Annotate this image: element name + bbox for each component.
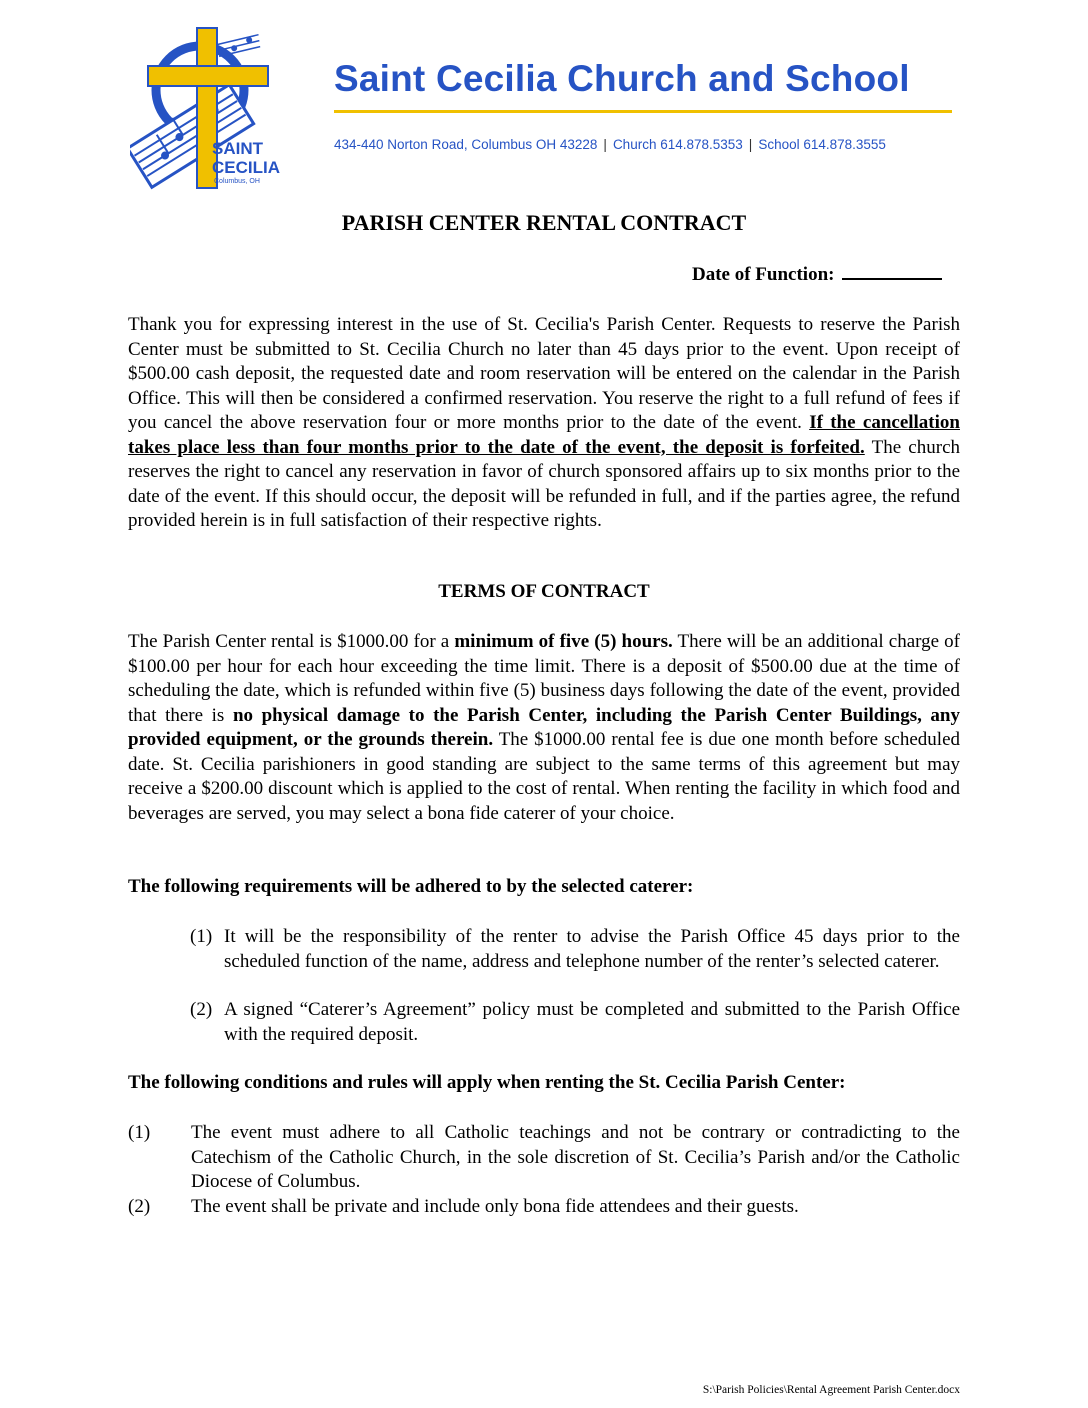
damage-condition: no physical damage to the Parish Center, including the Parish Center Buildings, any provided equipment, or the grounds therein.: [128, 704, 961, 750]
rule-number: (1): [128, 1122, 151, 1143]
terms-text-3: The $1000.00 rental fee is due one month before scheduled date. St. Cecilia parishioners in good standing are subject to the same terms of this agreement but may receive a $200.00 discount which is applied to the cost of rental. When renting the facility in which food and beverages are served, you may select a bona fide caterer of your choice.: [128, 729, 961, 824]
address-text: 434-440 Norton Road, Columbus OH 43228: [334, 137, 598, 152]
conditions-heading: The following conditions and rules will apply when renting the St. Cecilia Parish Center:: [128, 1072, 846, 1093]
cancellation-warning: If the cancellation takes place less than four months prior to the date of the event, the deposit is forfeited.: [128, 412, 960, 458]
church-phone: Church 614.878.5353: [612, 137, 743, 152]
date-of-function: [692, 262, 942, 286]
footer-file-path: S:\Parish Policies\Rental Agreement Parish Center.docx: [702, 1384, 960, 1396]
rule-item: [128, 1195, 960, 1220]
caterer-requirement-item: [190, 925, 960, 974]
rule-item: [128, 1121, 960, 1195]
rule-text: The event shall be private and include only bona fide attendees and their guests.: [191, 1196, 799, 1217]
document-title: PARISH CENTER RENTAL CONTRACT: [341, 210, 747, 235]
school-phone: School 614.878.3555: [758, 137, 886, 152]
date-blank-field[interactable]: [842, 262, 942, 280]
item-text: It will be the responsibility of the renter to advise the Parish Office 45 days prior to the scheduled function of the name, address and telephone number of the renter’s selected caterer.: [224, 926, 960, 972]
intro-text-1: Thank you for expressing interest in the use of St. Cecilia's Parish Center. Requests to reserve the Parish Center must be submitted to St. Cecilia Church no later than 45 days prior to the event. Upon receipt of $500.00 cash deposit, the requested date and room reservation will be entered on the calendar in the Parish Office. This will then be considered a confirmed reservation. You reserve the right to a full refund of fees if you cancel the above reservation four or more months prior to the date of the event.: [128, 314, 960, 433]
logo-text-saint: SAINT: [212, 139, 263, 158]
logo-text-cecilia: CECILIA: [212, 158, 280, 177]
saint-cecilia-logo: [130, 26, 290, 202]
separator: |: [603, 137, 607, 152]
logo-graphic: [130, 26, 290, 202]
intro-paragraph: [128, 313, 960, 534]
header-divider: [334, 110, 952, 113]
item-number: (2): [190, 999, 213, 1020]
date-label: Date of Function:: [692, 264, 835, 285]
terms-heading: TERMS OF CONTRACT: [438, 581, 650, 602]
contact-line: [334, 137, 886, 152]
caterer-requirement-item: [190, 998, 960, 1047]
intro-text-2: The church reserves the right to cancel any reservation in favor of church sponsored affairs up to six months prior to the date of the event. If this should occur, the deposit will be refunded in full, and if the parties agree, the refund provided herein is in full satisfaction of their respective rights.: [128, 436, 960, 531]
rule-number: (2): [128, 1196, 151, 1217]
caterer-requirements-heading: The following requirements will be adhered to by the selected caterer:: [128, 876, 694, 897]
terms-text-1: The Parish Center rental is $1000.00 for a: [128, 631, 455, 652]
logo-text-city: Columbus, OH: [214, 178, 260, 185]
item-number: (1): [190, 926, 213, 947]
organization-title: Saint Cecilia Church and School: [334, 58, 910, 99]
item-text: A signed “Caterer’s Agreement” policy must be completed and submitted to the Parish Office with the required deposit.: [224, 999, 960, 1045]
terms-text-2: There will be an additional charge of $100.00 per hour for each hour exceeding the time limit. There is a deposit of $500.00 due at the time of scheduling the date, which is refunded within five (5) business days following the date of the event, provided that there is: [128, 631, 960, 726]
minimum-hours: minimum of five (5) hours.: [454, 631, 673, 652]
rule-text: The event must adhere to all Catholic teachings and not be contrary or contradicting to the Catechism of the Catholic Church, in the sole discretion of St. Cecilia’s Parish and/or the Catholic Diocese of Columbus.: [191, 1122, 960, 1192]
terms-paragraph: [128, 630, 960, 826]
separator: |: [748, 137, 753, 152]
